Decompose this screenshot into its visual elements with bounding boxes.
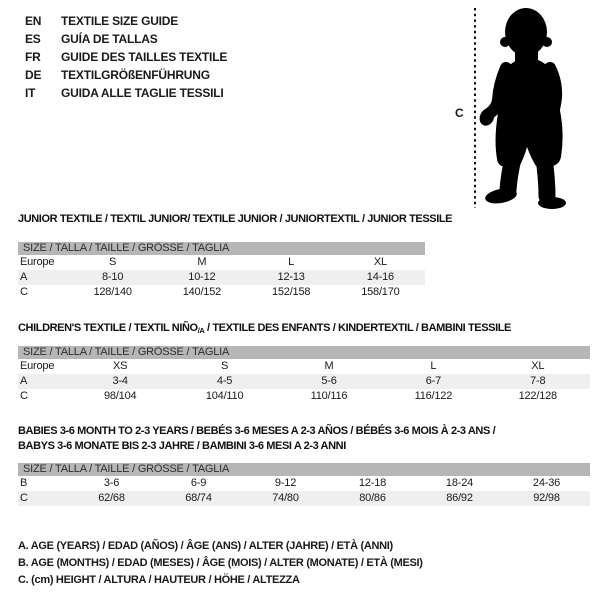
row-label-cell: C <box>20 286 28 298</box>
table-title <box>18 321 590 336</box>
table-title-text: BABIES 3-6 MONTH TO 2-3 YEARS / BEBÉS 3-6 MESES A 2-3 AÑOS / BÉBÉS 3-6 MOIS À 2-3 ANS / <box>18 425 496 437</box>
row-label-cell: Europe <box>20 256 55 268</box>
language-code: ES <box>25 32 41 46</box>
value-cell: 116/122 <box>414 390 453 402</box>
language-row <box>25 48 227 66</box>
footnote-line: C. (cm) HEIGHT / ALTURA / HAUTEUR / HÖHE / ALTEZZA <box>18 574 300 586</box>
language-code: DE <box>25 68 42 82</box>
baby-silhouette <box>440 0 600 215</box>
row-label-cell: A <box>18 270 68 285</box>
value-cell: 110/116 <box>310 390 348 402</box>
value-cell: 24-36 <box>532 477 561 489</box>
language-row <box>25 12 227 30</box>
table-row-c <box>18 285 425 300</box>
value-cell: 62/68 <box>68 491 155 506</box>
table-title-line <box>18 212 453 227</box>
language-label: GUÍA DE TALLAS <box>61 32 158 46</box>
size-header-cell: SIZE / TALLA / TAILLE / GRÖSSE / TAGLIA <box>18 242 425 255</box>
value-cell: M <box>324 360 334 372</box>
value-cell: 10-12 <box>157 270 246 285</box>
value-cell: 14-16 <box>336 270 425 285</box>
value-cell: 92/98 <box>503 491 590 506</box>
table-title-text: JUNIOR TEXTILE / TEXTIL JUNIOR/ TEXTILE JUNIOR / JUNIORTEXTIL / JUNIOR TESSILE <box>18 213 453 225</box>
size-header-cell: SIZE / TALLA / TAILLE / GRÖSSE / TAGLIA <box>18 463 590 476</box>
footnote-line: A. AGE (YEARS) / EDAD (AÑOS) / ÂGE (ANS) / ALTER (JAHRE) / ETÀ (ANNI) <box>18 540 393 552</box>
value-cell: 128/140 <box>93 286 132 298</box>
row-label-cell: B <box>20 477 28 489</box>
language-label: GUIDA ALLE TAGLIE TESSILI <box>61 86 224 100</box>
row-label-cell: Europe <box>20 360 55 372</box>
baby-silhouette-shape <box>477 8 566 209</box>
value-cell: 4-5 <box>172 374 276 389</box>
value-cell: XL <box>531 360 545 372</box>
value-cell: 6-9 <box>190 477 207 489</box>
value-cell: 152/158 <box>271 286 311 298</box>
row-label-cell: C <box>18 491 68 506</box>
size-table <box>18 346 590 404</box>
table-title <box>18 424 590 454</box>
value-cell: 6-7 <box>381 374 485 389</box>
table-title-line <box>18 321 590 336</box>
size-table-section-babies <box>18 424 590 506</box>
value-cell: 122/128 <box>518 390 557 402</box>
size-header-cell: SIZE / TALLA / TAILLE / GRÖSSE / TAGLIA <box>18 346 590 359</box>
table-row-a <box>18 270 425 285</box>
table-title-text: /A <box>197 326 205 335</box>
row-label-cell: C <box>20 390 28 402</box>
footnote-line: B. AGE (MONTHS) / EDAD (MESES) / ÂGE (MOIS) / ALTER (MONATE) / ETÀ (MESI) <box>18 557 423 569</box>
table-title-line <box>18 439 590 454</box>
value-cell: M <box>197 256 207 268</box>
table-title-text: BABYS 3-6 MONATE BIS 2-3 JAHRE / BAMBINI 3-6 MESI A 2-3 ANNI <box>18 440 346 452</box>
value-cell: 86/92 <box>416 491 503 506</box>
height-measure-label: C <box>455 106 464 120</box>
value-cell: 9-12 <box>274 477 297 489</box>
value-cell: L <box>288 256 295 268</box>
value-cell: 140/152 <box>182 286 222 298</box>
language-code: EN <box>25 14 42 28</box>
value-cell: 80/86 <box>329 491 416 506</box>
value-cell: 3-4 <box>68 374 172 389</box>
value-cell: 98/104 <box>103 390 137 402</box>
value-cell: 104/110 <box>205 390 244 402</box>
value-cell: XS <box>113 360 128 372</box>
footnotes <box>18 538 423 589</box>
table-title-line <box>18 424 590 439</box>
language-row <box>25 84 227 102</box>
table-row-a <box>18 374 590 389</box>
value-cell: XL <box>373 256 387 268</box>
language-row <box>25 66 227 84</box>
value-cell: 12-18 <box>358 477 387 489</box>
size-table-section-junior <box>18 212 453 300</box>
table-row-c <box>18 389 590 404</box>
row-label-cell: A <box>18 374 68 389</box>
size-table <box>18 463 590 506</box>
value-cell: 158/170 <box>361 286 400 298</box>
value-cell: 74/80 <box>242 491 329 506</box>
size-header-row <box>18 242 425 255</box>
language-list <box>25 12 227 102</box>
value-cell: 3-6 <box>103 477 120 489</box>
value-cell: L <box>430 360 437 372</box>
size-table <box>18 242 425 300</box>
table-row-b <box>18 476 590 491</box>
language-label: TEXTILE SIZE GUIDE <box>61 14 179 28</box>
size-header-row <box>18 463 590 476</box>
table-title-text: / TEXTILE DES ENFANTS / KINDERTEXTIL / BAMBINI TESSILE <box>204 322 511 334</box>
language-row <box>25 30 227 48</box>
value-cell: S <box>221 360 229 372</box>
table-row-europe <box>18 359 590 374</box>
table-title-text: CHILDREN'S TEXTILE / TEXTIL NIÑO <box>18 322 198 334</box>
language-label: TEXTILGRÖßENFÜHRUNG <box>61 68 210 82</box>
table-row-c <box>18 491 590 506</box>
value-cell: 7-8 <box>486 374 590 389</box>
value-cell: 8-10 <box>68 270 157 285</box>
language-code: FR <box>25 50 41 64</box>
value-cell: 5-6 <box>277 374 381 389</box>
table-title <box>18 212 453 227</box>
size-header-row <box>18 346 590 359</box>
size-table-section-children <box>18 321 590 404</box>
language-label: GUIDE DES TAILLES TEXTILE <box>61 50 228 64</box>
language-code: IT <box>25 86 36 100</box>
value-cell: 12-13 <box>247 270 336 285</box>
value-cell: S <box>109 256 117 268</box>
value-cell: 18-24 <box>445 477 474 489</box>
value-cell: 68/74 <box>155 491 242 506</box>
figure <box>440 0 600 215</box>
table-row-europe <box>18 255 425 270</box>
